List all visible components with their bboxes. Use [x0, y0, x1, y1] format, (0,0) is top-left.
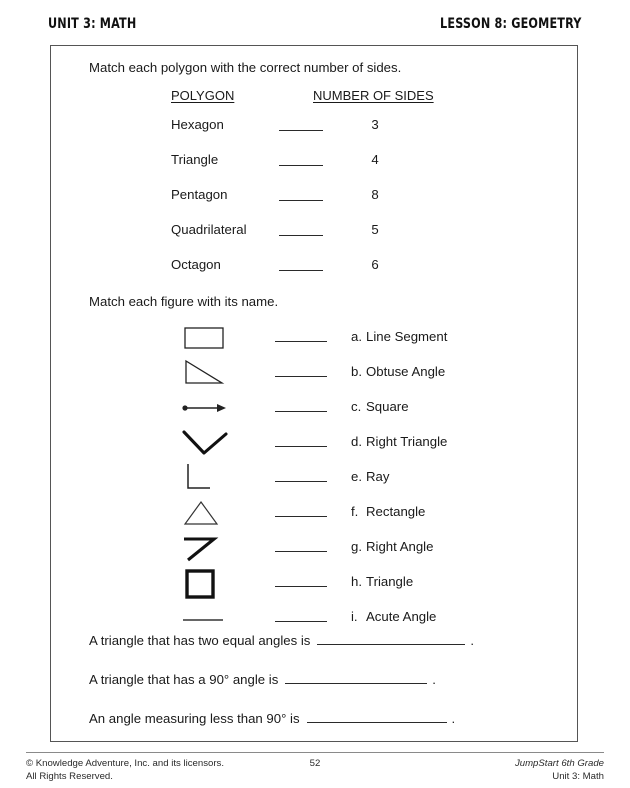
polygon-answer-blank[interactable] [279, 200, 323, 201]
figure-answer-option [351, 574, 413, 589]
line-segment-shape [176, 601, 260, 635]
polygon-row [51, 257, 577, 277]
fill-in-question [89, 711, 455, 726]
figure-answer-blank[interactable] [275, 481, 327, 482]
fill-in-question [89, 672, 436, 687]
figure-answer-blank[interactable] [275, 446, 327, 447]
right-angle-shape [176, 461, 260, 495]
polygon-name: Triangle [171, 152, 219, 167]
option-label: Square [366, 399, 409, 414]
fill-in-question [89, 633, 474, 648]
triangle-shape [176, 496, 260, 530]
section2-prompt: Match each figure with its name. [89, 294, 279, 309]
polygon-answer-blank[interactable] [279, 235, 323, 236]
footer-title [515, 758, 604, 783]
content-frame [50, 45, 578, 742]
polygon-name: Hexagon [171, 117, 224, 132]
page-header [48, 16, 582, 32]
figure-row [51, 566, 577, 600]
figure-row [51, 461, 577, 495]
figure-answer-blank[interactable] [275, 411, 327, 412]
question-text: A triangle that has two equal angles is [89, 633, 311, 648]
polygon-sides-number: 6 [371, 257, 379, 272]
option-label: Right Triangle [366, 434, 448, 449]
option-letter: d. [351, 434, 362, 449]
figure-answer-option [351, 609, 436, 624]
figure-row [51, 601, 577, 635]
polygon-sides-number: 4 [371, 152, 379, 167]
column-header-polygon: POLYGON [171, 88, 235, 103]
option-letter: c. [351, 399, 362, 414]
option-letter: a. [351, 329, 362, 344]
figure-answer-blank[interactable] [275, 551, 327, 552]
page-number: 52 [309, 758, 321, 769]
figure-row [51, 496, 577, 530]
polygon-row [51, 117, 577, 137]
option-label: Acute Angle [366, 609, 437, 624]
header-lesson-label: LESSON 8: GEOMETRY [440, 16, 582, 32]
option-label: Line Segment [366, 329, 448, 344]
copyright-line-1: © Knowledge Adventure, Inc. and its licensors. [26, 758, 224, 769]
polygon-row [51, 152, 577, 172]
figure-answer-option [351, 329, 447, 344]
header-unit-label: UNIT 3: MATH [48, 16, 137, 32]
polygon-sides-number: 5 [371, 222, 379, 237]
option-letter: h. [351, 574, 362, 589]
option-letter: b. [351, 364, 362, 379]
option-letter: f. [351, 504, 359, 519]
polygon-sides-number: 3 [371, 117, 379, 132]
figure-answer-blank[interactable] [275, 341, 327, 342]
square-shape [176, 566, 260, 600]
question-answer-blank[interactable] [285, 672, 427, 684]
figure-answer-option [351, 504, 425, 519]
option-label: Obtuse Angle [366, 364, 446, 379]
obtuse-angle-shape [176, 531, 260, 565]
option-letter: e. [351, 469, 362, 484]
question-period: . [451, 711, 456, 726]
ray-shape [176, 391, 260, 425]
figure-row [51, 531, 577, 565]
column-header-number-of-sides: NUMBER OF SIDES [313, 88, 434, 103]
polygon-answer-blank[interactable] [279, 270, 323, 271]
polygon-name: Pentagon [171, 187, 228, 202]
option-label: Right Angle [366, 539, 434, 554]
figure-answer-blank[interactable] [275, 376, 327, 377]
section1-prompt: Match each polygon with the correct number of sides. [89, 60, 402, 75]
option-letter: g. [351, 539, 362, 554]
question-answer-blank[interactable] [317, 633, 465, 645]
figure-row [51, 426, 577, 460]
figure-answer-option [351, 399, 409, 414]
question-text: A triangle that has a 90° angle is [89, 672, 279, 687]
question-period: . [432, 672, 436, 687]
polygon-sides-number: 8 [371, 187, 379, 202]
figure-answer-blank[interactable] [275, 621, 327, 622]
option-letter: i. [351, 609, 358, 624]
acute-angle-shape [176, 426, 260, 460]
figure-answer-blank[interactable] [275, 516, 327, 517]
figure-row [51, 356, 577, 390]
option-label: Ray [366, 469, 390, 484]
footer-title-line-1: JumpStart 6th Grade [514, 758, 604, 769]
figure-answer-option [351, 469, 389, 484]
option-label: Triangle [366, 574, 414, 589]
figure-answer-option [351, 539, 433, 554]
question-text: An angle measuring less than 90° is [89, 711, 300, 726]
footer-title-line-2: Unit 3: Math [552, 770, 604, 782]
footer-divider [26, 752, 604, 753]
polygon-answer-blank[interactable] [279, 165, 323, 166]
polygon-name: Quadrilateral [171, 222, 247, 237]
figure-row [51, 391, 577, 425]
figure-row [51, 321, 577, 355]
figure-answer-option [351, 434, 447, 449]
question-period: . [470, 633, 475, 648]
figure-answer-blank[interactable] [275, 586, 327, 587]
polygon-answer-blank[interactable] [279, 130, 323, 131]
copyright-line-2: All Rights Reserved. [26, 770, 113, 782]
option-label: Rectangle [366, 504, 426, 519]
polygon-row [51, 187, 577, 207]
question-answer-blank[interactable] [307, 711, 447, 723]
rectangle-shape [176, 321, 260, 355]
right-triangle-shape [176, 356, 260, 390]
figure-answer-option [351, 364, 445, 379]
polygon-row [51, 222, 577, 242]
polygon-name: Octagon [171, 257, 221, 272]
